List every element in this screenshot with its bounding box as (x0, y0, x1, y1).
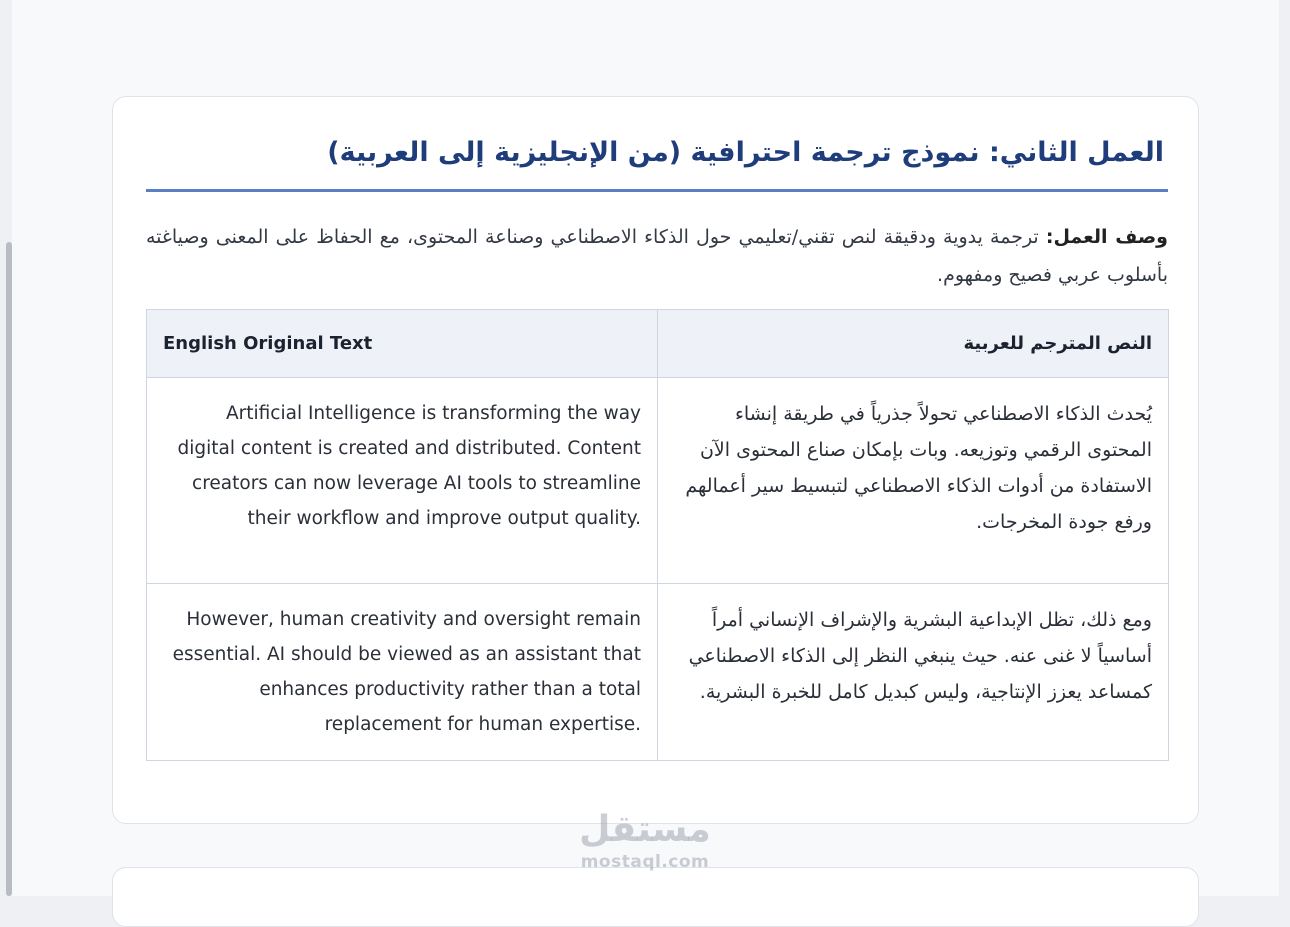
title-divider (146, 189, 1168, 192)
page-background (12, 0, 1279, 896)
description-text: ترجمة يدوية ودقيقة لنص تقني/تعليمي حول الذكاء الاصطناعي وصناعة المحتوى، مع الحفاظ على المعنى وصياغته بأسلوب عربي فصيح ومفهوم. (146, 226, 1168, 286)
translation-table (146, 309, 1169, 761)
description-label: وصف العمل: (1045, 226, 1168, 248)
section-title: العمل الثاني: نموذج ترجمة احترافية (من الإنجليزية إلى العربية) (327, 137, 1164, 168)
table-header-row (147, 310, 1169, 378)
arabic-cell: ومع ذلك، تظل الإبداعية البشرية والإشراف الإنساني أمراً أساسياً لا غنى عنه. حيث ينبغي النظر إلى الذكاء الاصطناعي كمساعد يعزز الإنتاجية، وليس كبديل كامل للخبرة البشرية. (658, 584, 1169, 761)
watermark-arabic: مستقل (579, 809, 711, 850)
translation-sample-card (112, 96, 1199, 824)
english-cell: Artificial Intelligence is transforming the way digital content is created and distributed. Content creators can now leverage AI tools to streamline their workflow and improve output quality. (147, 378, 658, 584)
header-arabic: النص المترجم للعربية (658, 310, 1169, 378)
arabic-cell: يُحدث الذكاء الاصطناعي تحولاً جذرياً في طريقة إنشاء المحتوى الرقمي وتوزيعه. وبات بإمكان صناع المحتوى الآن الاستفادة من أدوات الذكاء الاصطناعي لتبسيط سير أعمالهم ورفع جودة المخرجات. (658, 378, 1169, 584)
window-edge (1279, 0, 1290, 896)
work-description (146, 218, 1168, 294)
table-row (147, 378, 1169, 584)
header-english: English Original Text (147, 310, 658, 378)
english-cell: However, human creativity and oversight remain essential. AI should be viewed as an assistant that enhances productivity rather than a total replacement for human expertise. (147, 584, 658, 761)
scrollbar-track[interactable] (0, 0, 12, 896)
next-section-card (112, 867, 1199, 927)
table-row (147, 584, 1169, 761)
watermark-latin: mostaql.com (580, 852, 710, 872)
